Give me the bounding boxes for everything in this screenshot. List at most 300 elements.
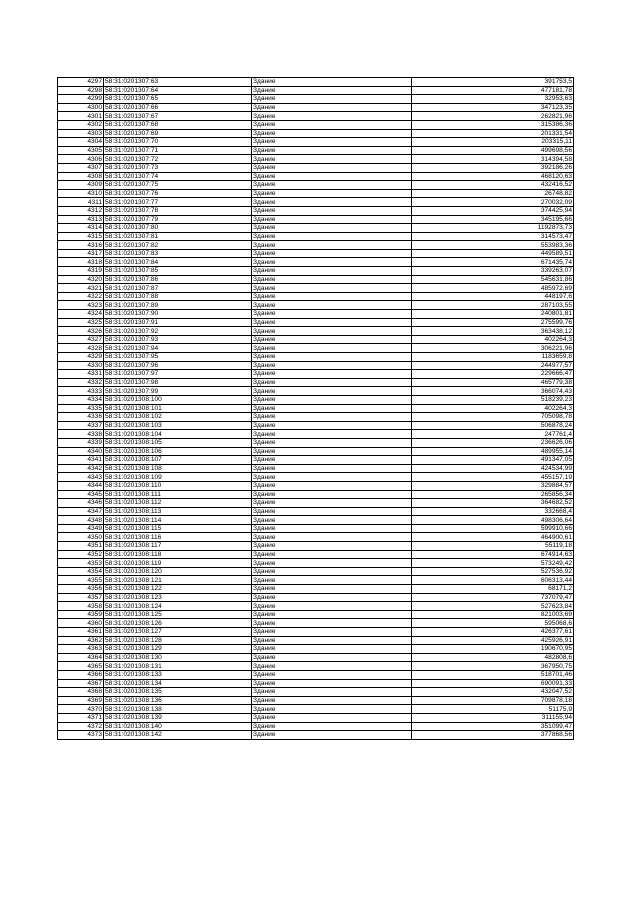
row-number: 4337 (58, 421, 104, 430)
cadastral-value: 247761,4 (412, 430, 574, 439)
cadastral-number: 58:31:0201308:116 (104, 533, 252, 542)
object-type: Здание (252, 456, 412, 465)
table-row (58, 112, 574, 121)
row-number: 4321 (58, 284, 104, 293)
table-row (58, 567, 574, 576)
row-number: 4313 (58, 215, 104, 224)
table-row (58, 688, 574, 697)
cadastral-value: 240801,81 (412, 310, 574, 319)
table-row (58, 473, 574, 482)
row-number: 4352 (58, 550, 104, 559)
row-number: 4330 (58, 361, 104, 370)
object-type: Здание (252, 662, 412, 671)
table-row (58, 593, 574, 602)
object-type: Здание (252, 181, 412, 190)
cadastral-value: 432047,52 (412, 688, 574, 697)
table-row (58, 78, 574, 87)
cadastral-number: 58:31:0201308:101 (104, 404, 252, 413)
table-row (58, 670, 574, 679)
object-type: Здание (252, 241, 412, 250)
cadastral-number: 58:31:0201308:133 (104, 670, 252, 679)
object-type: Здание (252, 490, 412, 499)
row-number: 4356 (58, 585, 104, 594)
object-type: Здание (252, 559, 412, 568)
cadastral-number: 58:31:0201308:138 (104, 705, 252, 714)
object-type: Здание (252, 619, 412, 628)
row-number: 4361 (58, 628, 104, 637)
cadastral-number: 58:31:0201307:70 (104, 138, 252, 147)
object-type: Здание (252, 103, 412, 112)
cadastral-value: 595068,6 (412, 619, 574, 628)
table-row (58, 628, 574, 637)
object-type: Здание (252, 722, 412, 731)
cadastral-number: 58:31:0201308:121 (104, 576, 252, 585)
table-row (58, 713, 574, 722)
cadastral-number: 58:31:0201308:103 (104, 421, 252, 430)
row-number: 4318 (58, 258, 104, 267)
cadastral-number: 58:31:0201308:104 (104, 430, 252, 439)
cadastral-value: 314573,47 (412, 232, 574, 241)
row-number: 4316 (58, 241, 104, 250)
table-row (58, 172, 574, 181)
cadastral-value: 468120,63 (412, 172, 574, 181)
row-number: 4310 (58, 189, 104, 198)
cadastral-value: 545631,86 (412, 275, 574, 284)
cadastral-value: 262821,96 (412, 112, 574, 121)
cadastral-value: 1192873,73 (412, 224, 574, 233)
cadastral-value: 690091,33 (412, 679, 574, 688)
object-type: Здание (252, 344, 412, 353)
cadastral-table (57, 77, 574, 740)
object-type: Здание (252, 249, 412, 258)
cadastral-value: 449589,51 (412, 249, 574, 258)
cadastral-number: 58:31:0201308:119 (104, 559, 252, 568)
row-number: 4348 (58, 516, 104, 525)
cadastral-value: 424534,99 (412, 464, 574, 473)
row-number: 4326 (58, 327, 104, 336)
cadastral-value: 491347,05 (412, 456, 574, 465)
object-type: Здание (252, 138, 412, 147)
object-type: Здание (252, 292, 412, 301)
table-row (58, 395, 574, 404)
cadastral-number: 58:31:0201308:102 (104, 413, 252, 422)
object-type: Здание (252, 610, 412, 619)
cadastral-value: 32953,63 (412, 95, 574, 104)
row-number: 4315 (58, 232, 104, 241)
row-number: 4350 (58, 533, 104, 542)
cadastral-value: 527536,92 (412, 567, 574, 576)
row-number: 4325 (58, 318, 104, 327)
row-number: 4351 (58, 542, 104, 551)
cadastral-value: 821003,69 (412, 610, 574, 619)
table-row (58, 310, 574, 319)
cadastral-value: 345195,66 (412, 215, 574, 224)
object-type: Здание (252, 189, 412, 198)
table-row (58, 344, 574, 353)
object-type: Здание (252, 258, 412, 267)
object-type: Здание (252, 413, 412, 422)
cadastral-value: 364682,52 (412, 499, 574, 508)
cadastral-value: 339263,07 (412, 267, 574, 276)
cadastral-number: 58:31:0201307:77 (104, 198, 252, 207)
cadastral-number: 58:31:0201308:105 (104, 438, 252, 447)
table-row (58, 585, 574, 594)
cadastral-value: 332668,4 (412, 507, 574, 516)
table-row (58, 155, 574, 164)
table-row (58, 722, 574, 731)
row-number: 4360 (58, 619, 104, 628)
object-type: Здание (252, 499, 412, 508)
row-number: 4336 (58, 413, 104, 422)
cadastral-number: 58:31:0201307:63 (104, 78, 252, 87)
cadastral-number: 58:31:0201307:73 (104, 163, 252, 172)
table-row (58, 696, 574, 705)
table-row (58, 507, 574, 516)
row-number: 4323 (58, 301, 104, 310)
cadastral-value: 485972,69 (412, 284, 574, 293)
row-number: 4349 (58, 524, 104, 533)
object-type: Здание (252, 593, 412, 602)
cadastral-number: 58:31:0201307:86 (104, 275, 252, 284)
cadastral-number: 58:31:0201307:79 (104, 215, 252, 224)
cadastral-number: 58:31:0201307:75 (104, 181, 252, 190)
object-type: Здание (252, 653, 412, 662)
cadastral-number: 58:31:0201307:95 (104, 353, 252, 362)
cadastral-value: 315386,36 (412, 120, 574, 129)
table-row (58, 387, 574, 396)
object-type: Здание (252, 163, 412, 172)
cadastral-value: 553983,36 (412, 241, 574, 250)
table-row (58, 284, 574, 293)
object-type: Здание (252, 112, 412, 121)
cadastral-number: 58:31:0201307:65 (104, 95, 252, 104)
row-number: 4300 (58, 103, 104, 112)
row-number: 4299 (58, 95, 104, 104)
cadastral-value: 366074,43 (412, 387, 574, 396)
object-type: Здание (252, 310, 412, 319)
cadastral-value: 244977,57 (412, 361, 574, 370)
row-number: 4331 (58, 370, 104, 379)
table-row (58, 232, 574, 241)
table-row (58, 224, 574, 233)
cadastral-number: 58:31:0201308:118 (104, 550, 252, 559)
table-row (58, 206, 574, 215)
object-type: Здание (252, 628, 412, 637)
table-row (58, 361, 574, 370)
row-number: 4324 (58, 310, 104, 319)
row-number: 4357 (58, 593, 104, 602)
cadastral-number: 58:31:0201307:94 (104, 344, 252, 353)
cadastral-value: 201331,54 (412, 129, 574, 138)
table-row (58, 163, 574, 172)
cadastral-number: 58:31:0201307:84 (104, 258, 252, 267)
row-number: 4367 (58, 679, 104, 688)
object-type: Здание (252, 533, 412, 542)
row-number: 4364 (58, 653, 104, 662)
cadastral-number: 58:31:0201308:100 (104, 395, 252, 404)
object-type: Здание (252, 361, 412, 370)
object-type: Здание (252, 679, 412, 688)
cadastral-number: 58:31:0201307:87 (104, 284, 252, 293)
row-number: 4368 (58, 688, 104, 697)
table-row (58, 705, 574, 714)
row-number: 4362 (58, 636, 104, 645)
cadastral-number: 58:31:0201307:69 (104, 129, 252, 138)
cadastral-value: 55119,18 (412, 542, 574, 551)
table-row (58, 249, 574, 258)
object-type: Здание (252, 198, 412, 207)
object-type: Здание (252, 447, 412, 456)
row-number: 4305 (58, 146, 104, 155)
object-type: Здание (252, 378, 412, 387)
cadastral-number: 58:31:0201308:109 (104, 473, 252, 482)
table-row (58, 499, 574, 508)
cadastral-value: 425926,91 (412, 636, 574, 645)
row-number: 4317 (58, 249, 104, 258)
cadastral-number: 58:31:0201307:83 (104, 249, 252, 258)
row-number: 4319 (58, 267, 104, 276)
cadastral-number: 58:31:0201307:82 (104, 241, 252, 250)
cadastral-number: 58:31:0201307:76 (104, 189, 252, 198)
table-row (58, 619, 574, 628)
cadastral-number: 58:31:0201308:130 (104, 653, 252, 662)
row-number: 4346 (58, 499, 104, 508)
object-type: Здание (252, 129, 412, 138)
cadastral-number: 58:31:0201308:135 (104, 688, 252, 697)
table-row (58, 481, 574, 490)
object-type: Здание (252, 284, 412, 293)
cadastral-number: 58:31:0201307:72 (104, 155, 252, 164)
table-row (58, 292, 574, 301)
cadastral-number: 58:31:0201308:134 (104, 679, 252, 688)
cadastral-value: 229666,47 (412, 370, 574, 379)
object-type: Здание (252, 473, 412, 482)
object-type: Здание (252, 636, 412, 645)
row-number: 4341 (58, 456, 104, 465)
cadastral-value: 477181,78 (412, 86, 574, 95)
row-number: 4311 (58, 198, 104, 207)
table-row (58, 645, 574, 654)
cadastral-value: 499698,56 (412, 146, 574, 155)
cadastral-number: 58:31:0201308:127 (104, 628, 252, 637)
object-type: Здание (252, 430, 412, 439)
cadastral-number: 58:31:0201308:125 (104, 610, 252, 619)
table-row (58, 103, 574, 112)
cadastral-value: 573249,42 (412, 559, 574, 568)
cadastral-value: 392186,26 (412, 163, 574, 172)
table-row (58, 679, 574, 688)
object-type: Здание (252, 86, 412, 95)
cadastral-value: 265856,34 (412, 490, 574, 499)
cadastral-value: 402264,3 (412, 335, 574, 344)
row-number: 4308 (58, 172, 104, 181)
row-number: 4347 (58, 507, 104, 516)
cadastral-number: 58:31:0201307:81 (104, 232, 252, 241)
object-type: Здание (252, 318, 412, 327)
row-number: 4373 (58, 731, 104, 740)
row-number: 4353 (58, 559, 104, 568)
object-type: Здание (252, 395, 412, 404)
object-type: Здание (252, 731, 412, 740)
cadastral-value: 518701,46 (412, 670, 574, 679)
cadastral-number: 58:31:0201308:128 (104, 636, 252, 645)
cadastral-value: 51175,9 (412, 705, 574, 714)
table-row (58, 550, 574, 559)
cadastral-number: 58:31:0201307:85 (104, 267, 252, 276)
row-number: 4306 (58, 155, 104, 164)
row-number: 4344 (58, 481, 104, 490)
table-row (58, 576, 574, 585)
row-number: 4342 (58, 464, 104, 473)
cadastral-value: 190670,95 (412, 645, 574, 654)
table-row (58, 636, 574, 645)
object-type: Здание (252, 524, 412, 533)
object-type: Здание (252, 78, 412, 87)
cadastral-number: 58:31:0201308:140 (104, 722, 252, 731)
cadastral-number: 58:31:0201308:120 (104, 567, 252, 576)
row-number: 4343 (58, 473, 104, 482)
table-row (58, 327, 574, 336)
cadastral-number: 58:31:0201307:89 (104, 301, 252, 310)
cadastral-number: 58:31:0201308:123 (104, 593, 252, 602)
cadastral-value: 489955,14 (412, 447, 574, 456)
table-row (58, 86, 574, 95)
cadastral-number: 58:31:0201308:108 (104, 464, 252, 473)
row-number: 4302 (58, 120, 104, 129)
object-type: Здание (252, 387, 412, 396)
row-number: 4338 (58, 430, 104, 439)
object-type: Здание (252, 267, 412, 276)
table-row (58, 610, 574, 619)
cadastral-number: 58:31:0201307:96 (104, 361, 252, 370)
table-row (58, 120, 574, 129)
row-number: 4327 (58, 335, 104, 344)
table-row (58, 731, 574, 740)
row-number: 4297 (58, 78, 104, 87)
row-number: 4355 (58, 576, 104, 585)
table-row (58, 559, 574, 568)
cadastral-value: 26748,82 (412, 189, 574, 198)
cadastral-number: 58:31:0201307:98 (104, 378, 252, 387)
table-row (58, 353, 574, 362)
cadastral-number: 58:31:0201308:129 (104, 645, 252, 654)
object-type: Здание (252, 567, 412, 576)
cadastral-number: 58:31:0201307:66 (104, 103, 252, 112)
row-number: 4314 (58, 224, 104, 233)
row-number: 4309 (58, 181, 104, 190)
cadastral-value: 464900,61 (412, 533, 574, 542)
table-row (58, 370, 574, 379)
table-row (58, 602, 574, 611)
cadastral-value: 498306,64 (412, 516, 574, 525)
row-number: 4333 (58, 387, 104, 396)
object-type: Здание (252, 215, 412, 224)
table-row (58, 258, 574, 267)
cadastral-number: 58:31:0201308:112 (104, 499, 252, 508)
object-type: Здание (252, 172, 412, 181)
object-type: Здание (252, 688, 412, 697)
row-number: 4339 (58, 438, 104, 447)
table-row (58, 198, 574, 207)
object-type: Здание (252, 550, 412, 559)
object-type: Здание (252, 232, 412, 241)
table-row (58, 181, 574, 190)
cadastral-number: 58:31:0201308:114 (104, 516, 252, 525)
cadastral-value: 432416,52 (412, 181, 574, 190)
cadastral-number: 58:31:0201307:80 (104, 224, 252, 233)
object-type: Здание (252, 576, 412, 585)
cadastral-number: 58:31:0201307:71 (104, 146, 252, 155)
cadastral-number: 58:31:0201308:136 (104, 696, 252, 705)
table-row (58, 653, 574, 662)
object-type: Здание (252, 275, 412, 284)
row-number: 4312 (58, 206, 104, 215)
object-type: Здание (252, 507, 412, 516)
cadastral-number: 58:31:0201308:142 (104, 731, 252, 740)
object-type: Здание (252, 696, 412, 705)
cadastral-number: 58:31:0201307:64 (104, 86, 252, 95)
cadastral-value: 270032,09 (412, 198, 574, 207)
table-row (58, 430, 574, 439)
row-number: 4307 (58, 163, 104, 172)
cadastral-value: 674914,63 (412, 550, 574, 559)
row-number: 4369 (58, 696, 104, 705)
cadastral-number: 58:31:0201307:92 (104, 327, 252, 336)
cadastral-value: 329884,57 (412, 481, 574, 490)
cadastral-value: 203315,11 (412, 138, 574, 147)
cadastral-value: 1183659,8 (412, 353, 574, 362)
object-type: Здание (252, 120, 412, 129)
cadastral-value: 737079,47 (412, 593, 574, 602)
row-number: 4370 (58, 705, 104, 714)
object-type: Здание (252, 705, 412, 714)
cadastral-number: 58:31:0201307:90 (104, 310, 252, 319)
cadastral-number: 58:31:0201307:67 (104, 112, 252, 121)
cadastral-number: 58:31:0201308:111 (104, 490, 252, 499)
object-type: Здание (252, 516, 412, 525)
row-number: 4363 (58, 645, 104, 654)
table-row (58, 267, 574, 276)
table-row (58, 189, 574, 198)
table-row (58, 335, 574, 344)
cadastral-number: 58:31:0201308:113 (104, 507, 252, 516)
cadastral-number: 58:31:0201308:117 (104, 542, 252, 551)
row-number: 4320 (58, 275, 104, 284)
cadastral-value: 68171,2 (412, 585, 574, 594)
object-type: Здание (252, 464, 412, 473)
object-type: Здание (252, 95, 412, 104)
table-row (58, 404, 574, 413)
cadastral-value: 391753,5 (412, 78, 574, 87)
cadastral-number: 58:31:0201308:124 (104, 602, 252, 611)
object-type: Здание (252, 327, 412, 336)
cadastral-value: 402264,3 (412, 404, 574, 413)
object-type: Здание (252, 155, 412, 164)
object-type: Здание (252, 404, 412, 413)
row-number: 4345 (58, 490, 104, 499)
row-number: 4365 (58, 662, 104, 671)
object-type: Здание (252, 421, 412, 430)
table-row (58, 421, 574, 430)
cadastral-value: 448197,6 (412, 292, 574, 301)
table-row (58, 301, 574, 310)
cadastral-value: 455157,19 (412, 473, 574, 482)
cadastral-value: 482808,6 (412, 653, 574, 662)
table-row (58, 413, 574, 422)
table-row (58, 129, 574, 138)
object-type: Здание (252, 713, 412, 722)
cadastral-number: 58:31:0201307:88 (104, 292, 252, 301)
